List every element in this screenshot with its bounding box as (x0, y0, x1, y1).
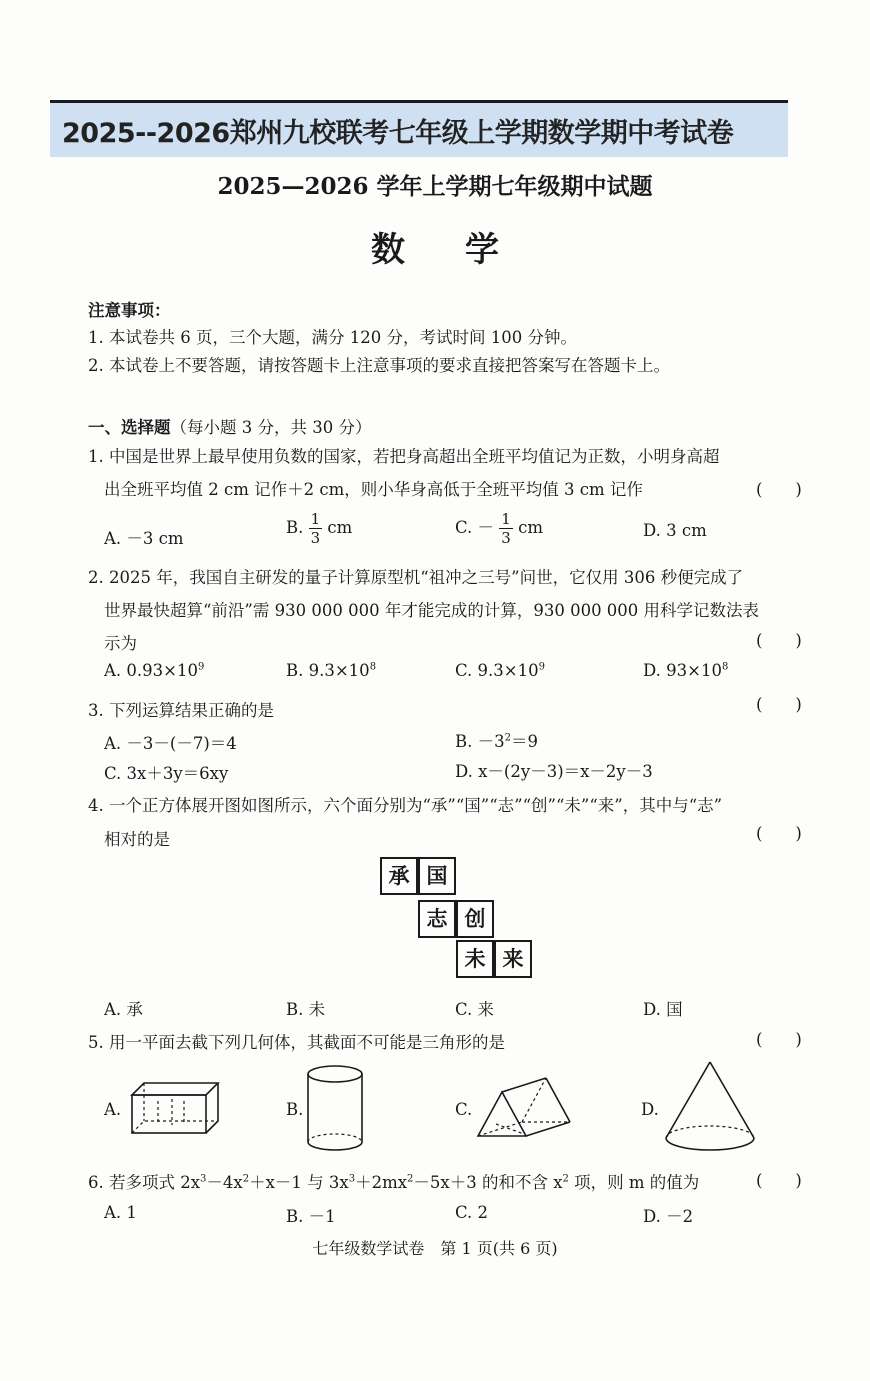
q1-answer-bracket: ( ) (756, 480, 802, 499)
q4-option-b: B. 未 (286, 1000, 326, 1019)
subject-title: 数学 (371, 230, 559, 270)
q1-c-unit: cm (518, 518, 543, 537)
q2-option-b: B. $9.3\times 10^8$ (286, 661, 377, 680)
q4-answer-bracket: ( ) (756, 824, 802, 843)
q1-line-1: 1. 中国是世界上最早使用负数的国家，若把身高超出全班平均值记为正数，小明身高超 (88, 447, 720, 466)
q2-line-2: 世界最快超算“前沿”需 930 000 000 年才能完成的计算，930 000 000 用科学记数法表 (104, 601, 760, 620)
section-note: （每小题 3 分，共 30 分） (170, 418, 372, 437)
q1-b-unit: cm (327, 518, 353, 537)
q6-option-c: C. 2 (455, 1203, 489, 1222)
banner (50, 100, 788, 157)
net-face-guo: 国 (418, 857, 456, 895)
q4-option-a: A. 承 (104, 1000, 143, 1019)
q2-line-1: 2. 2025 年，我国自主研发的量子计算原型机“祖冲之三号”问世，它仅用 306 秒便完成了 (88, 568, 744, 587)
q2-option-d: D. $93\times 10^8$ (643, 661, 729, 680)
cuboid-figure (128, 1077, 220, 1137)
q6-stem: 6. 若多项式 $2x^3-4x^2+x-1$ 与 $3x^3+2mx^2-5x+3$ 的和不含 $x^2$ 项，则 m 的值为 (88, 1173, 700, 1192)
q2-answer-bracket: ( ) (756, 631, 802, 650)
cube-net-figure (380, 857, 540, 981)
q5-option-c-label: C. (455, 1100, 473, 1119)
cylinder-figure (300, 1062, 370, 1154)
q5-answer-bracket: ( ) (756, 1030, 802, 1049)
q1-option-a: A. －3 cm (104, 529, 184, 548)
q6-answer-bracket: ( ) (756, 1171, 802, 1190)
q2-option-a: A. $0.93\times 10^9$ (104, 661, 205, 680)
q6-option-d: D. －2 (643, 1207, 694, 1226)
notice-item-1: 1. 本试卷共 6 页，三个大题，满分 120 分，考试时间 100 分钟。 (88, 328, 577, 347)
q6-option-a: A. 1 (104, 1203, 137, 1222)
banner-text: 2025--2026郑州九校联考七年级上学期数学期中考试卷 (62, 118, 734, 149)
q1-line-2: 出全班平均值 2 cm 记作＋2 cm，则小华身高低于全班平均值 3 cm 记作 (104, 480, 643, 499)
page-footer: 七年级数学试卷 第 1 页(共 6 页) (312, 1239, 558, 1258)
exam-title: 2025—2026 学年上学期七年级期中试题 (217, 173, 653, 200)
q1-c-prefix: C. － (455, 518, 495, 537)
q4-line-1: 4. 一个正方体展开图如图所示，六个面分别为“承”“国”“志”“创”“未”“来”，其中与“志” (88, 796, 723, 815)
q1-option-d: D. 3 cm (643, 521, 707, 540)
net-face-zhi: 志 (418, 900, 456, 938)
q3-option-b: B. $-3^2=9$ (455, 732, 538, 751)
q2-option-c: C. $9.3\times 10^9$ (455, 661, 545, 680)
net-face-lai: 来 (494, 940, 532, 978)
q1-option-b (286, 510, 352, 547)
net-face-wei: 未 (456, 940, 494, 978)
q4-line-2: 相对的是 (104, 830, 170, 849)
q5-stem: 5. 用一平面去截下列几何体，其截面不可能是三角形的是 (88, 1033, 505, 1052)
q1-b-fraction: $\frac{1}{3}$ (310, 510, 321, 547)
q1-b-prefix: B. (286, 518, 304, 537)
net-face-chuang: 创 (456, 900, 494, 938)
q5-option-b-label: B. (286, 1100, 304, 1119)
q5-option-d-label: D. (641, 1100, 659, 1119)
q1-c-fraction: $\frac{1}{3}$ (501, 510, 511, 547)
q4-option-d: D. 国 (643, 1000, 683, 1019)
cone-figure (660, 1058, 760, 1158)
q3-stem: 3. 下列运算结果正确的是 (88, 701, 274, 720)
section-title: 一、选择题 (88, 418, 171, 437)
q2-line-3: 示为 (104, 634, 137, 653)
notice-item-2: 2. 本试卷上不要答题，请按答题卡上注意事项的要求直接把答案写在答题卡上。 (88, 356, 670, 375)
q4-option-c: C. 来 (455, 1000, 495, 1019)
net-face-cheng: 承 (380, 857, 418, 895)
q3-answer-bracket: ( ) (756, 695, 802, 714)
q5-option-a-label: A. (104, 1100, 122, 1119)
section-heading (88, 414, 371, 438)
triangular-prism-figure (474, 1072, 574, 1142)
q1-option-c (455, 510, 543, 547)
q6-option-b: B. －1 (286, 1207, 336, 1226)
notice-heading: 注意事项： (88, 301, 171, 320)
q3-option-c: C. 3x＋3y＝6xy (104, 764, 229, 783)
q3-option-a: A. －3－(－7)＝4 (104, 734, 237, 753)
q3-option-d: D. x－(2y－3)＝x－2y－3 (455, 762, 653, 781)
